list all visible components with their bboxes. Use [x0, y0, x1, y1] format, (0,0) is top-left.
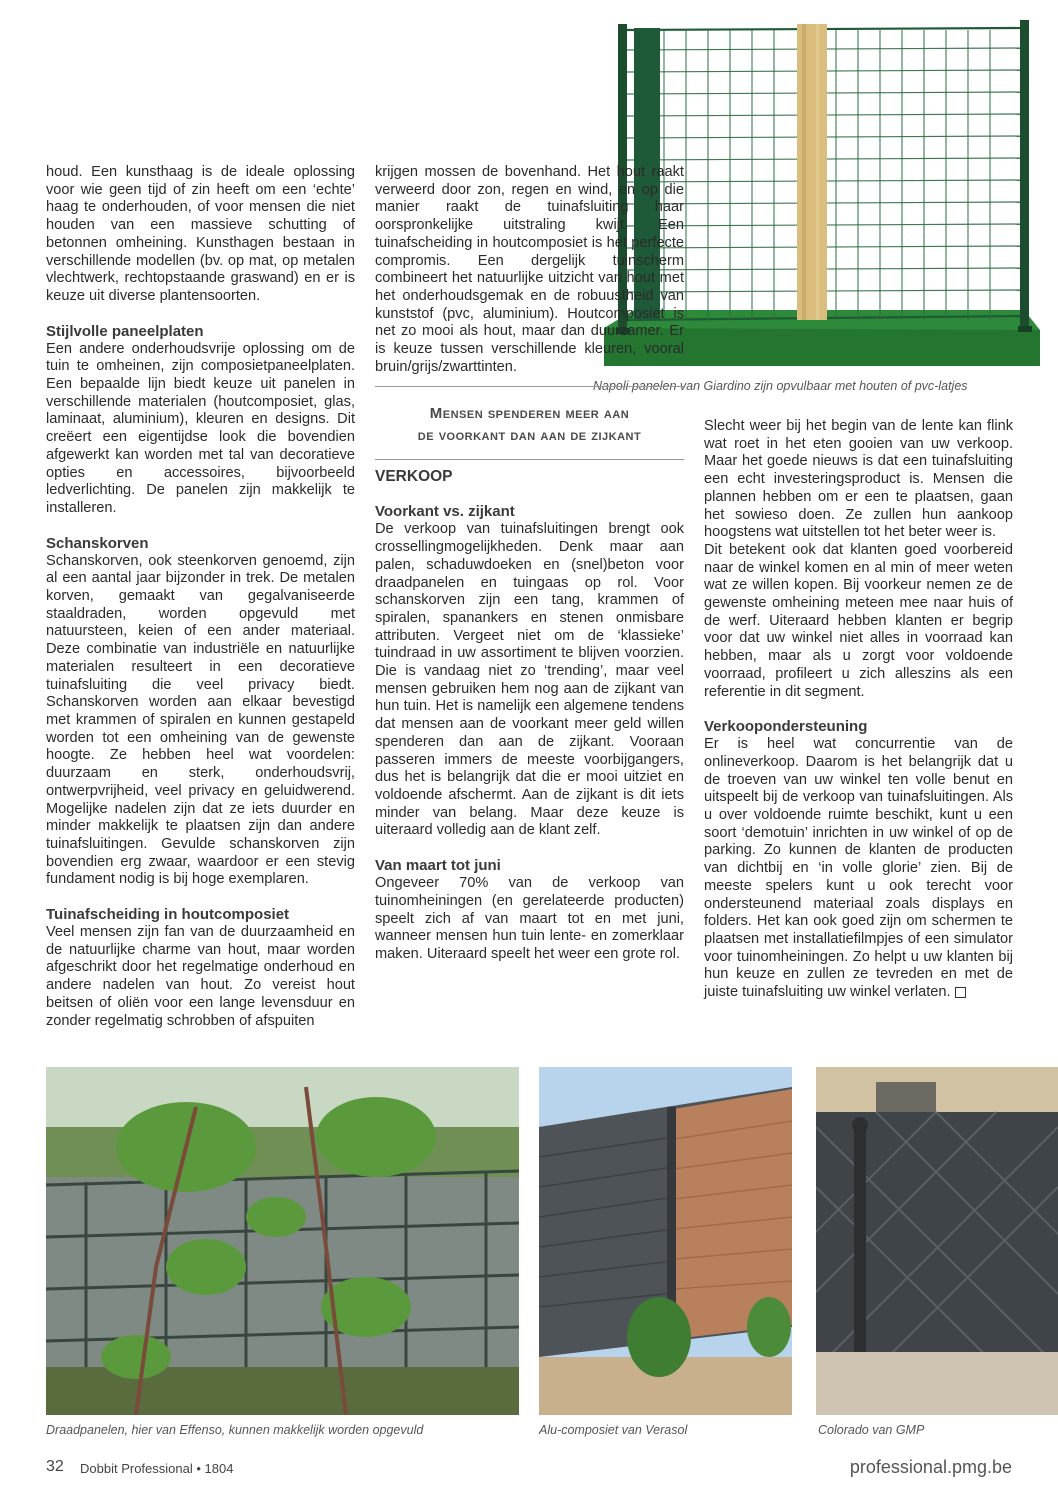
- col1-paragraph-1: houd. Een kunsthaag is de ideale oplossing voor wie geen tijd of zin heeft om een ‘echte’ haag te onderhouden, of voor mensen die niet houden van een massieve schutting of betonnen omheining. Kunsthagen bestaan in verschillende modellen (bv. op mat, op metalen vlechtwerk, rechtopstaande graswand) en er is keuze uit diverse plantensoorten.: [46, 164, 355, 304]
- heading-stijlvolle-paneelplaten: Stijlvolle paneelplaten: [46, 322, 204, 340]
- heading-voorkant-vs-zijkant: Voorkant vs. zijkant: [375, 503, 515, 521]
- col3-paragraph-1: Slecht weer bij het begin van de lente kan flink wat roet in het eten gooien van uw verkoop. Maar het goede nieuws is dat een tuinafsluiting een echt investeringsproduct is. Mensen die plannen hebben om er een te plaatsen, gaan het sowieso doen. Ze zullen hun aankoop hoogstens wat uitstellen tot het beter weer is.: [704, 418, 1013, 541]
- pullquote: [375, 403, 684, 447]
- website-url: professional.pmg.be: [849, 1457, 1012, 1477]
- heading-van-maart-tot-juni: Van maart tot juni: [375, 857, 501, 875]
- col1-paragraph-4: Veel mensen zijn fan van de duurzaamheid en de natuurlijke charme van hout, maar worden afgeschrikt door het regelmatige onderhoud en andere nadelen van hout. Zo vereist hout beitsen of oliën voor een lange levensduur en zonder regelmatig schrobben of afspuiten: [46, 924, 355, 1029]
- caption-bottom-left: Draadpanelen, hier van Effenso, kunnen makkelijk worden opgevuld: [46, 1423, 424, 1437]
- page-number: 32: [46, 1458, 64, 1475]
- col3-paragraph-2: Dit betekent ook dat klanten goed voorbereid naar de winkel komen en al min of meer weten wat ze willen kopen. Bij voorkeur nemen ze de gewenste omheining meteen mee naar huis of de werf. Uiteraard hebben klanten er begrip voor dat uw winkel niet alles in voorraad kan hebben, maar als u zorgt voor voldoende voorraad, profileert u zich alleszins als een referentie in dit segment.: [704, 541, 1013, 700]
- caption-bottom-right: Colorado van GMP: [818, 1423, 925, 1437]
- publication-name: Dobbit Professional • 1804: [80, 1461, 234, 1476]
- column-2: [375, 164, 684, 964]
- end-mark-icon: [955, 987, 966, 998]
- caption-top-photo: Napoli panelen van Giardino zijn opvulbaar met houten of pvc-latjes: [593, 379, 968, 393]
- column-1: [46, 164, 355, 1030]
- pullquote-line-1: Mensen spenderen meer aan: [429, 405, 630, 423]
- col2-paragraph-2: De verkoop van tuinafsluitingen brengt ook crossellingmogelijkheden. Denk maar aan palen, schaduwdoeken en (snel)beton voor draadpanelen en tuingaas op rol. Voor schanskorven zijn een tang, krammen of spiralen, spanankers en stenen onmisbare attributen. Vergeet niet om de ‘klassieke’ tuindraad in uw assortiment te blijven voorzien. Die is vandaag niet zo ‘trending’, maar veel mensen gebruiken hem nog aan de zijkant van hun tuin. Het is namelijk een algemene tendens dat mensen aan de voorkant meer geld willen spenderen dan aan de zijkant. Vooraan passeren immers de meeste voorbijgangers, dus het is belangrijk dat die er mooi uitziet en voldoende afschermt. Aan de zijkant is dit iets minder van belang. Maar deze keuze is uiteraard volledig aan de klant zelf.: [375, 521, 684, 839]
- col2-paragraph-1: krijgen mossen de bovenhand. Het hout raakt verweerd door zon, regen en wind, en op die manier raakt de tuinafsluiting haar oorspronkelijke uitstraling kwijt. Een tuinafscheiding in houtcomposiet is het perfecte compromis. Een dergelijk tuinscherm combineert het natuurlijke uitzicht van hout met het onderhoudsgemak en de robuustheid van kunststof (pvc, aluminium). Houtcomposiet is net zo mooi als hout, maar dan duurzamer. Er is keuze tussen verschillende kleuren, vooral bruin/grijs/zwarttinten.: [375, 164, 684, 375]
- caption-bottom-mid: Alu-composiet van Verasol: [539, 1423, 688, 1437]
- col1-paragraph-3: Schanskorven, ook steenkorven genoemd, zijn al een aantal jaar bijzonder in trek. De metalen korven, gemaakt van gegalvaniseerde staaldraden, worden opgevuld met natuursteen, keien of een ander materiaal. Deze combinatie van industriële en natuurlijke materialen resulteert in een decoratieve tuinafsluiting die veel privacy biedt. Schanskorven worden aan elkaar bevestigd met krammen of spiralen en kunnen gestapeld worden tot een omheining van de gewenste hoogte. Ze hebben heel wat voordelen: duurzaam en sterk, onderhoudsvrij, ontwerpvrijheid, veel privacy en geluidwerend. Mogelijke nadelen zijn dat ze iets duurder en minder makkelijk te plaatsen zijn dan andere tuinafsluitingen. Gevulde schanskorven zijn bovendien erg zwaar, waardoor er een stevig fundament nodig is bij hoge exemplaren.: [46, 552, 355, 888]
- gmp-fence-illustration: [816, 1067, 1058, 1415]
- heading-tuinafscheiding: Tuinafscheiding in houtcomposiet: [46, 906, 290, 924]
- col3-paragraph-3-text: Er is heel wat concurrentie van de onlineverkoop. Daarom is het belangrijk dat u de troeven van uw winkel ten volle benut en uitspeelt bij de verkoop van tuinafsluitingen. Als u over voldoende ruimte beschikt, kunt u een soort ‘demotuin’ inrichten in uw winkel of op de parking. Zo kunnen de klanten de producten van dichtbij en ‘in volle glorie’ zien. Bij de meeste spelers kunt u ook terecht voor ondersteunend materiaal zoals displays en folders. Het kan ook goed zijn om schermen te plaatsen met installatiefilmpjes of een simulator voor tuinomheiningen. Zo helpt u uw klanten bij hun keuze en zullen ze tevreden en met de juiste tuinafsluiting uw winkel verlaten.: [704, 736, 1013, 1001]
- effenso-fence-illustration: [46, 1067, 519, 1415]
- pullquote-line-2: de voorkant dan aan de zijkant: [417, 427, 642, 445]
- col2-paragraph-3: Ongeveer 70% van de verkoop van tuinomheiningen (en gerelateerde producten) speelt zich af van maart tot en met juni, wanneer mensen hun tuin lente- en zomerklaar maken. Uiteraard speelt het weer een grote rol.: [375, 875, 684, 962]
- pullquote-rule-bottom: [375, 459, 684, 460]
- verasol-fence-illustration: [539, 1067, 792, 1415]
- col3-paragraph-3: [704, 736, 1013, 1002]
- section-heading-verkoop: VERKOOP: [375, 468, 453, 486]
- photo-effenso-panels: [46, 1067, 519, 1415]
- photo-verasol-fence: [539, 1067, 792, 1415]
- photo-gmp-colorado: [816, 1067, 1058, 1415]
- heading-verkoopondersteuning: Verkoopondersteuning: [704, 718, 868, 736]
- col1-paragraph-2: Een andere onderhoudsvrije oplossing om de tuin te omheinen, zijn composietpaneelplaten. Een bepaalde lijn biedt keuze uit panelen in verschillende materialen (houtcomposiet, glas, laminaat, aluminium), kleuren en designs. Dit creëert een eigentijdse look die bovendien afgewerkt kan worden met tal van decoratieve opties en accessoires, bijvoorbeeld ledverlichting. De panelen zijn makkelijk te installeren.: [46, 340, 355, 516]
- heading-schanskorven: Schanskorven: [46, 534, 149, 552]
- column-3: [704, 418, 1013, 1002]
- pullquote-rule-top: [375, 386, 684, 387]
